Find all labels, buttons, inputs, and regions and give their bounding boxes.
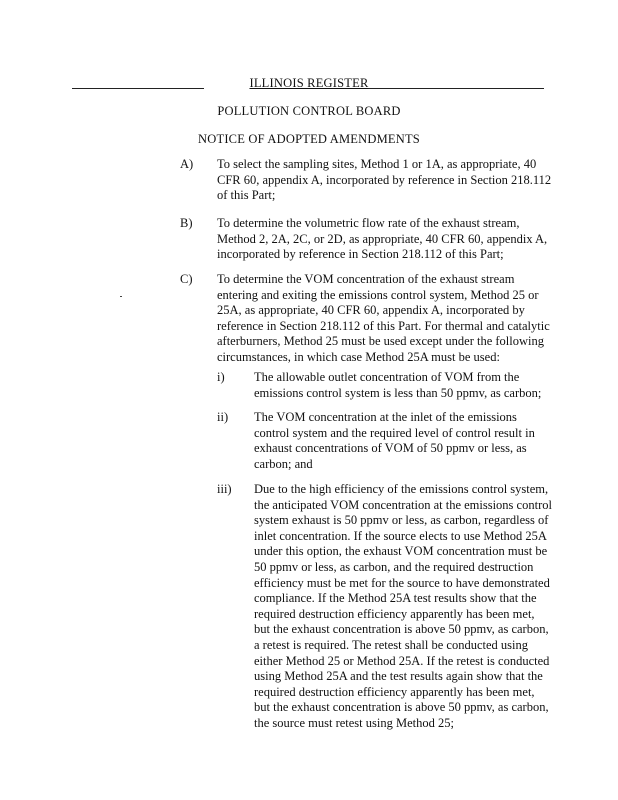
sub-item-text: The allowable outlet concentration of VOM from the emissions control system is less than 50 ppmv, as carbon; bbox=[254, 370, 542, 400]
sub-item-text: The VOM concentration at the inlet of the emissions control system and the required level of control result in exhaust concentrations of VOM of 50 ppmv or less, as carbon; and bbox=[254, 410, 535, 471]
list-item-label: B) bbox=[180, 216, 193, 230]
sub-item-label: i) bbox=[217, 370, 225, 384]
scan-speck bbox=[120, 296, 122, 297]
list-item-label: C) bbox=[180, 272, 193, 286]
board-title: POLLUTION CONTROL BOARD bbox=[217, 104, 401, 118]
list-item-label: A) bbox=[180, 157, 194, 171]
notice-title: NOTICE OF ADOPTED AMENDMENTS bbox=[198, 132, 420, 146]
register-title: ILLINOIS REGISTER bbox=[249, 76, 369, 90]
sub-item-label: ii) bbox=[217, 410, 229, 424]
sub-item-text: Due to the high efficiency of the emissions control system, the anticipated VOM concentration at the emissions control system exhaust is 50 ppmv or less, as carbon, regardless of inlet concentration. If the source elects to use Method 25A under this option, the exhaust VOM concentration must be 50 ppmv or less, as carbon, and the required destruction efficiency must be met for the source to have demonstrated compliance. If the Method 25A test results show that the required destruction efficiency apparently has been met, but the exhaust concentration is above 50 ppmv, as carbon, a retest is required. The retest shall be conducted using either Method 25 or Method 25A. If the retest is conducted using Method 25A and the test results again show that the required destruction efficiency apparently has been met, but the exhaust concentration is above 50 ppmv, as carbon, the source must retest using Method 25; bbox=[254, 482, 552, 730]
list-item-text: To select the sampling sites, Method 1 or 1A, as appropriate, 40 CFR 60, appendix A, incorporated by reference in Section 218.112 of this Part; bbox=[217, 157, 552, 203]
sub-item-label: iii) bbox=[217, 482, 232, 496]
list-item-text: To determine the VOM concentration of the exhaust stream entering and exiting the emissions control system, Method 25 or 25A, as appropriate, 40 CFR 60, appendix A, incorporated by reference in Section 218.112 of this Part. For thermal and catalytic afterburners, Method 25 must be used except under the following circumstances, in which case Method 25A must be used: bbox=[217, 272, 550, 364]
list-item-text: To determine the volumetric flow rate of the exhaust stream, Method 2, 2A, 2C, or 2D, as appropriate, 40 CFR 60, appendix A, incorporated by reference in Section 218.112 of this Part; bbox=[217, 216, 548, 262]
